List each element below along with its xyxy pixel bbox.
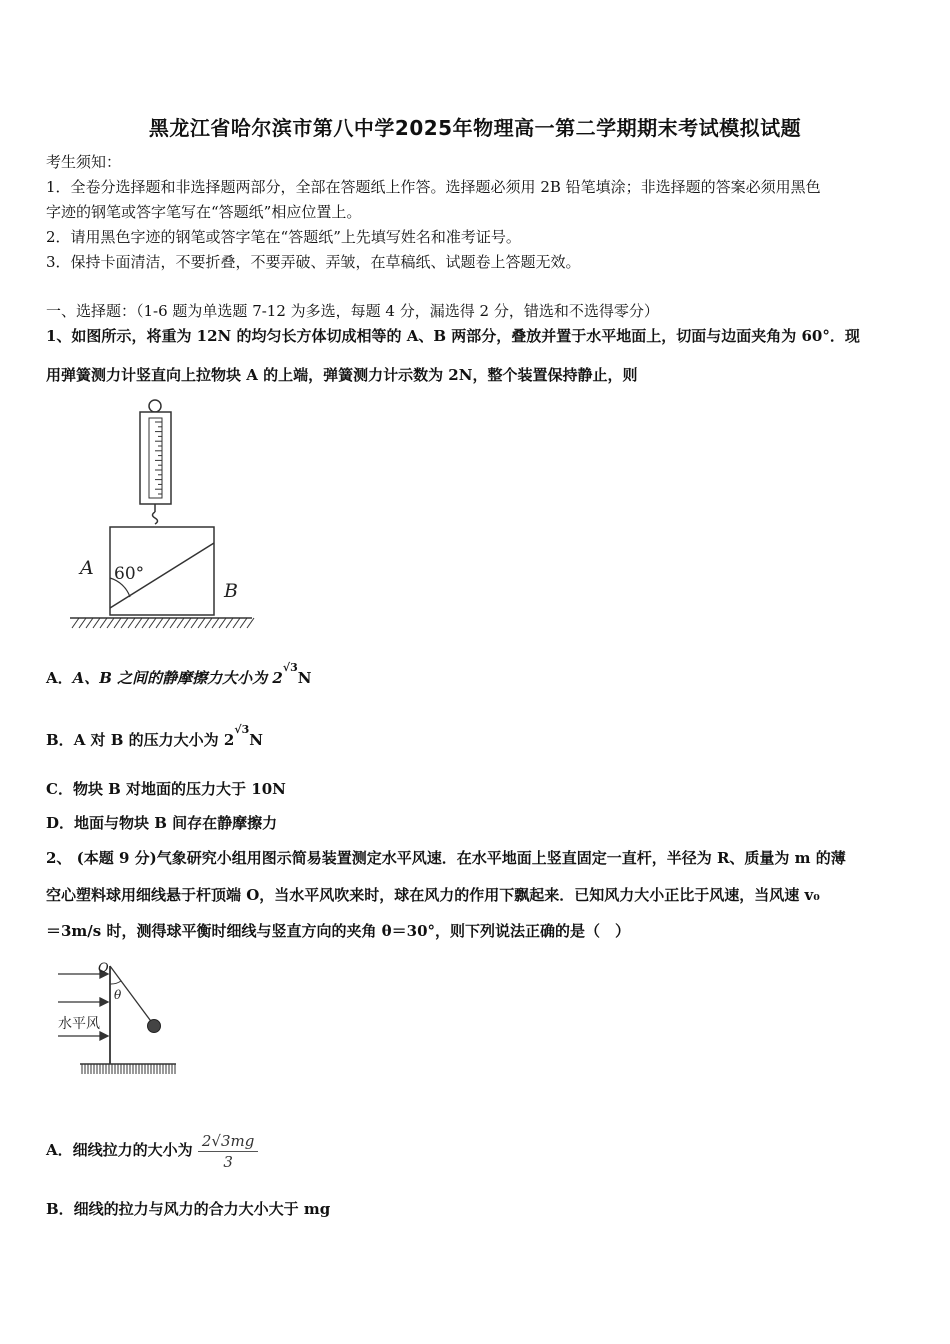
q2-option-a[interactable]: [46, 1127, 258, 1173]
notice-item-2: 2．请用黑色字迹的钢笔或答字笔在“答题纸”上先填写姓名和准考证号。: [46, 228, 521, 246]
ground-hatch: [226, 618, 233, 628]
page-title: 黑龙江省哈尔滨市第八中学2025年物理高一第二学期期末考试模拟试题: [148, 116, 802, 140]
ground-hatch: [156, 618, 163, 628]
ground-hatch: [163, 618, 170, 628]
q1-stem-line1: 1、如图所示，将重为 12N 的均匀长方体切成相等的 A、B 两部分，叠放并置于水平地面上，切面与边面夹角为 60°．现: [46, 327, 860, 345]
ground-hatch: [121, 618, 128, 628]
ground-hatch: [219, 618, 226, 628]
label-theta: θ: [114, 988, 122, 1002]
q1-option-a[interactable]: [46, 661, 312, 688]
label-a: A: [80, 557, 94, 579]
ground-hatch: [212, 618, 219, 628]
q2-figure: [52, 958, 182, 1078]
q2-stem-line2: 空心塑料球用细线悬于杆顶端 O，当水平风吹来时，球在风力的作用下飘起来．已知风力大小正比于风速，当风速 v₀: [46, 886, 820, 904]
ground-hatch: [205, 618, 212, 628]
ball: [148, 1020, 161, 1033]
notice-heading: 考生须知：: [46, 153, 122, 171]
notice-item-1b: 字迹的钢笔或答字笔写在“答题纸”相应位置上。: [46, 203, 362, 221]
q1-stem-line2: 用弹簧测力计竖直向上拉物块 A 的上端，弹簧测力计示数为 2N，整个装置保持静止，则: [46, 366, 638, 384]
q2-stem-line3: ＝3m/s 时，测得球平衡时细线与竖直方向的夹角 θ＝30°，则下列说法正确的是（ ）: [46, 922, 631, 940]
ground-hatch: [177, 618, 184, 628]
ground-hatch: [142, 618, 149, 628]
ground-hatch: [247, 618, 254, 628]
ground-hatch: [191, 618, 198, 628]
section-heading: 一、选择题：（1-6 题为单选题 7-12 为多选，每题 4 分，漏选得 2 分，错选和不选得零分）: [46, 302, 659, 320]
q1-option-b[interactable]: [46, 723, 263, 750]
option-letter: B．: [46, 731, 74, 749]
option-unit: N: [249, 731, 263, 749]
ground-hatch: [79, 618, 86, 628]
notice-item-1a: 1．全卷分选择题和非选择题两部分，全部在答题纸上作答。选择题必须用 2B 铅笔填涂；非选择题的答案必须用黑色: [46, 178, 821, 196]
ground-hatch: [93, 618, 100, 628]
option-text: A．细线拉力的大小为: [46, 1141, 193, 1159]
theta-arc: [110, 981, 121, 984]
sqrt3-symbol: √3: [234, 723, 250, 736]
ground-hatch: [100, 618, 107, 628]
fraction-numerator: 2√3mg: [198, 1131, 258, 1152]
q1-option-d[interactable]: D．地面与物块 B 间存在静摩擦力: [46, 814, 278, 832]
scale-ring: [149, 400, 161, 412]
ground-hatch: [86, 618, 93, 628]
label-angle: 60°: [114, 564, 145, 584]
scale-hook: [153, 512, 158, 524]
option-letter: A．: [46, 669, 73, 687]
ground-hatch: [184, 618, 191, 628]
option-unit: N: [297, 669, 312, 687]
ground-hatch: [149, 618, 156, 628]
notice-item-3: 3．保持卡面清洁，不要折叠，不要弄破、弄皱，在草稿纸、试题卷上答题无效。: [46, 253, 581, 271]
option-text: A、B 之间的静摩擦力大小为 2: [72, 669, 283, 687]
ground-hatch: [107, 618, 114, 628]
ground-hatch: [135, 618, 142, 628]
ground-hatch: [233, 618, 240, 628]
label-wind: 水平风: [58, 1016, 100, 1032]
ground-hatch: [198, 618, 205, 628]
ground-hatch: [240, 618, 247, 628]
label-o: O: [98, 961, 109, 976]
q1-figure: [66, 398, 256, 634]
fraction-denominator: 3: [223, 1152, 233, 1171]
label-b: B: [224, 580, 238, 602]
q1-option-c[interactable]: C．物块 B 对地面的压力大于 10N: [46, 780, 286, 798]
sqrt3-symbol: √3: [282, 661, 298, 674]
fraction: [198, 1131, 258, 1172]
q2-stem-line1: 2、 (本题 9 分)气象研究小组用图示简易装置测定水平风速．在水平地面上竖直固定一直杆，半径为 R、质量为 m 的薄: [46, 849, 846, 867]
ground-hatch: [114, 618, 121, 628]
ground-hatch: [72, 618, 79, 628]
ground-hatch: [170, 618, 177, 628]
option-text: A 对 B 的压力大小为 2: [73, 731, 235, 749]
ground-hatch: [128, 618, 135, 628]
spring-scale-slot: [149, 418, 162, 498]
q2-option-b[interactable]: B．细线的拉力与风力的合力大小大于 mg: [46, 1200, 331, 1218]
